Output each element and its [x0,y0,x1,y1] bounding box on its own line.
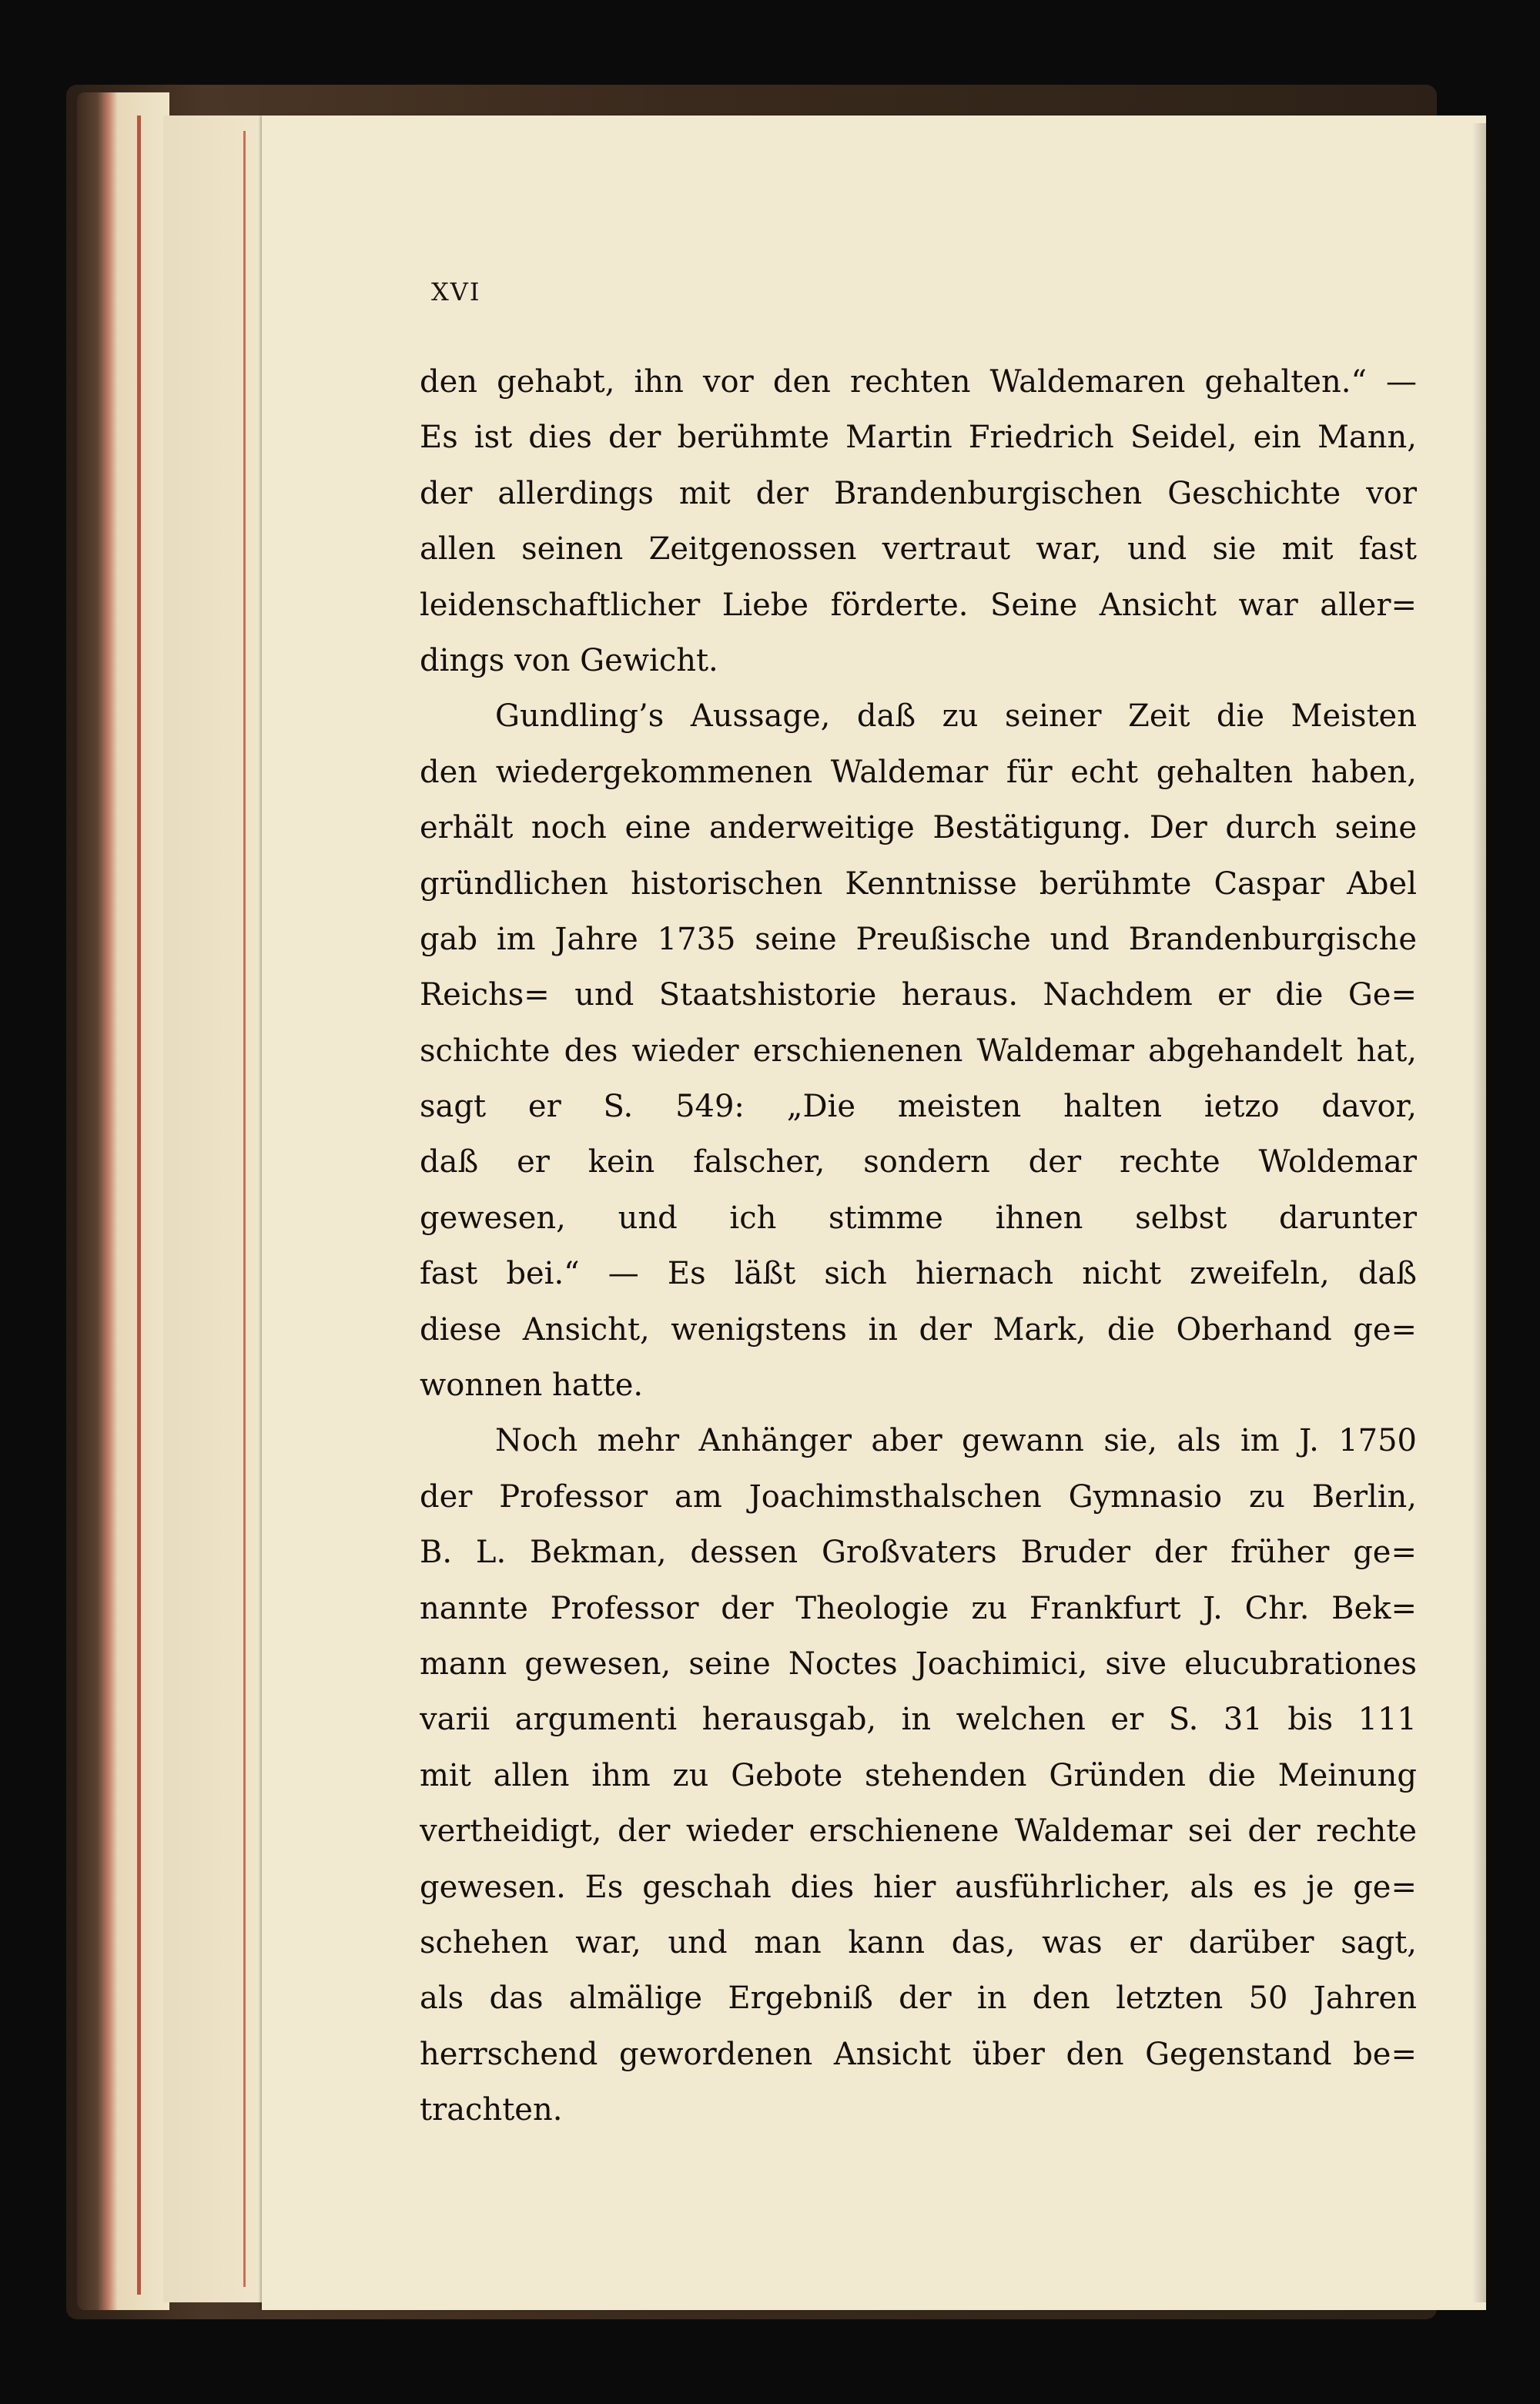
text-line: Noch mehr Anhänger aber gewann sie, als im J. 1750 [495,1423,1417,1459]
text-line: daß er kein falscher, sondern der rechte Woldemar [420,1144,1417,1180]
flyleaf [163,116,271,2302]
text-line: als das almälige Ergebniß der in den letzten 50 Jahren [420,1980,1417,2017]
text-line: der Professor am Joachimsthalschen Gymnasio zu Berlin, [420,1478,1417,1515]
text-line: den wiedergekommenen Waldemar für echt gehalten haben, [420,754,1417,790]
text-line: fast bei.“ — Es läßt sich hiernach nicht zweifeln, daß [420,1256,1417,1292]
text-line: B. L. Bekman, dessen Großvaters Bruder der früher ge= [420,1535,1417,1571]
text-line: gewesen. Es geschah dies hier ausführlicher, als es je ge= [420,1869,1417,1905]
text-line: allen seinen Zeitgenossen vertraut war, und sie mit fast [420,531,1417,568]
page-gutter-shadow [1472,123,1486,2302]
text-line: diese Ansicht, wenigstens in der Mark, die Oberhand ge= [420,1311,1417,1348]
text-line: vertheidigt, der wieder erschienene Waldemar sei der rechte [420,1813,1417,1850]
text-line: Gundling’s Aussage, daß zu seiner Zeit die Meisten [495,698,1417,735]
text-line: gab im Jahre 1735 seine Preußische und Brandenburgische [420,921,1417,957]
page-number: XVI [431,277,481,306]
page-stack-edge [77,92,169,2310]
text-line: gründlichen historischen Kenntnisse berühmte Caspar Abel [420,866,1417,902]
text-line: der allerdings mit der Brandenburgischen Geschichte vor [420,475,1417,511]
text-line: wonnen hatte. [420,1368,644,1404]
text-line: dings von Gewicht. [420,642,718,678]
text-line: trachten. [420,2092,563,2128]
page-text [420,354,1417,2156]
text-line: Reichs= und Staatshistorie heraus. Nachdem er die Ge= [420,977,1417,1013]
page-red-edge [243,131,246,2287]
red-edge-line [137,116,141,2295]
text-line: herrschend gewordenen Ansicht über den Gegenstand be= [420,2036,1417,2072]
text-line: leidenschaftlicher Liebe förderte. Seine Ansicht war aller= [420,587,1417,623]
text-line: gewesen, und ich stimme ihnen selbst darunter [420,1200,1417,1236]
text-line: den gehabt, ihn vor den rechten Waldemaren gehalten.“ — [420,364,1417,400]
text-line: Es ist dies der berühmte Martin Friedrich Seidel, ein Mann, [420,420,1417,456]
text-line: erhält noch eine anderweitige Bestätigung. Der durch seine [420,810,1417,846]
text-line: mann gewesen, seine Noctes Joachimici, sive elucubrationes [420,1646,1417,1682]
text-line: varii argumenti herausgab, in welchen er S. 31 bis 111 [420,1702,1417,1738]
text-line: schichte des wieder erschienenen Waldemar abgehandelt hat, [420,1033,1417,1069]
text-line: nannte Professor der Theologie zu Frankfurt J. Chr. Bek= [420,1590,1417,1626]
text-line: mit allen ihm zu Gebote stehenden Gründen die Meinung [420,1757,1417,1793]
text-line: schehen war, und man kann das, was er darüber sagt, [420,1924,1417,1960]
text-line: sagt er S. 549: „Die meisten halten ietzo davor, [420,1089,1417,1125]
